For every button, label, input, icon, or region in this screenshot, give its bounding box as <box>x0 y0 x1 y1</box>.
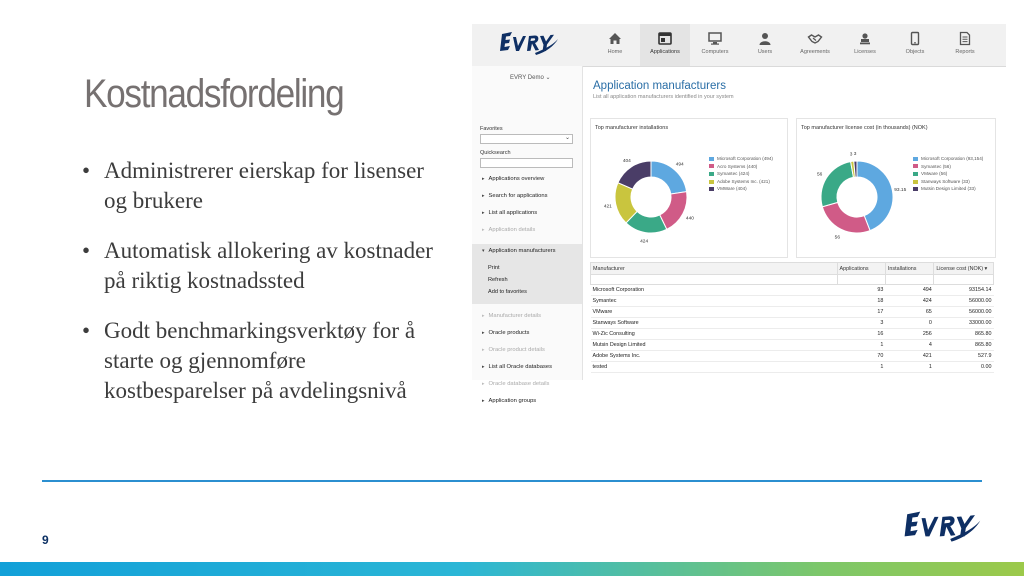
table-cell: Mutsin Design Limited <box>591 340 838 351</box>
table-row[interactable] <box>591 329 994 340</box>
chart-legend <box>913 155 983 193</box>
page-title: Application manufacturers <box>593 80 726 92</box>
table-cell: 93154.14 <box>934 285 994 296</box>
slice-label: 440 <box>685 216 694 222</box>
bullet-list <box>82 156 442 426</box>
sidebar-item-application-details[interactable] <box>482 227 535 233</box>
table-cell: 70 <box>837 351 885 362</box>
legend-item <box>709 170 773 178</box>
table-cell: tested <box>591 362 838 373</box>
slice-label: 494 <box>675 162 684 168</box>
table-cell: 33000.00 <box>934 318 994 329</box>
footer-gradient-band <box>0 562 1024 576</box>
table-cell: 865.80 <box>934 340 994 351</box>
bullet-text: Automatisk allokering av kostnader på riktig kostnadssted <box>104 238 433 293</box>
table-cell: 1 <box>837 362 885 373</box>
caret-right-icon: ▸ <box>482 313 485 319</box>
sidebar-item-label: Application details <box>488 227 536 233</box>
nav-label: Reports <box>955 49 975 55</box>
bullet-text: Godt benchmarkingsverktøy for å starte og gjennomføre kostbesparelser på avdelingsnivå <box>104 318 416 403</box>
caret-right-icon: ▸ <box>482 176 485 182</box>
legend-label: VMware (56) <box>921 171 948 177</box>
nav-licenses[interactable] <box>840 24 890 66</box>
applications-icon <box>658 32 672 45</box>
sidebar-item-label: Oracle product details <box>488 347 545 353</box>
quicksearch-input[interactable] <box>480 158 573 168</box>
report-icon <box>958 32 972 45</box>
sidebar-item-label: Applications overview <box>488 176 545 182</box>
application-screenshot <box>472 24 1006 404</box>
legend-item <box>913 170 983 178</box>
table-filter-row <box>591 275 994 285</box>
table-cell: 17 <box>837 307 885 318</box>
donut-slice <box>618 161 651 189</box>
legend-item <box>709 178 773 186</box>
bullet-item <box>82 156 442 216</box>
quicksearch-label: Quicksearch <box>480 150 511 156</box>
legend-label: Mutsin Design Limited (33) <box>921 186 976 192</box>
nav-agreements[interactable] <box>790 24 840 66</box>
table-cell: VMware <box>591 307 838 318</box>
user-menu[interactable]: EVRY Demo ⌄ <box>510 75 551 81</box>
legend-item <box>709 155 773 163</box>
sidebar-item-oracle-products[interactable] <box>482 330 529 336</box>
slide-title: Kostnadsfordeling <box>84 72 344 116</box>
table-row[interactable] <box>591 340 994 351</box>
caret-down-icon: ▾ <box>482 248 485 254</box>
user-icon <box>758 32 772 45</box>
top-navigation-bar <box>472 24 1006 67</box>
caret-right-icon: ▸ <box>482 330 485 336</box>
slice-label: 56 <box>817 172 823 178</box>
table-cell: 93 <box>837 285 885 296</box>
legend-label: Acro Systems (440) <box>717 163 758 169</box>
chart-title: Top manufacturer installations <box>595 125 669 131</box>
table-cell: 527.9 <box>934 351 994 362</box>
bullet-marker: • <box>82 318 91 343</box>
bullet-item <box>82 236 442 296</box>
table-cell: 0.00 <box>934 362 994 373</box>
table-row[interactable] <box>591 296 994 307</box>
table-cell: Wi-Zic Consulting <box>591 329 838 340</box>
caret-right-icon: ▸ <box>482 347 485 353</box>
bullet-item <box>82 316 442 406</box>
legend-label: Stanways Software (33) <box>921 178 970 184</box>
chevron-down-icon: ⌄ <box>564 135 570 141</box>
evry-app-logo <box>498 26 564 60</box>
legend-label: Adobe Systems Inc. (421) <box>717 178 770 184</box>
nav-label: Objects <box>905 49 925 55</box>
nav-label: Licenses <box>854 49 876 55</box>
nav-home[interactable] <box>590 24 640 66</box>
table-cell: 1 <box>837 340 885 351</box>
sidebar <box>472 66 583 404</box>
home-icon <box>608 32 622 45</box>
sidebar-subitem-add-favorites[interactable]: Add to favorites <box>488 289 527 295</box>
sidebar-item-label: Search for applications <box>488 193 548 199</box>
donut-chart-installations <box>591 133 711 257</box>
table-cell: 65 <box>885 307 933 318</box>
caret-right-icon: ▸ <box>482 227 485 233</box>
sidebar-item-application-groups[interactable] <box>482 398 536 404</box>
column-header-installations[interactable]: Installations <box>885 263 933 275</box>
sidebar-item-label: List all Oracle databases <box>488 364 552 370</box>
manufacturers-table <box>590 262 994 373</box>
nav-objects[interactable] <box>890 24 940 66</box>
sidebar-item-label: List all applications <box>488 210 538 216</box>
slice-label: 93.15 <box>894 187 907 193</box>
caret-right-icon: ▸ <box>482 364 485 370</box>
table-row[interactable] <box>591 351 994 362</box>
legend-item <box>913 155 983 163</box>
slice-label: 3 <box>849 152 853 158</box>
caret-right-icon: ▸ <box>482 193 485 199</box>
nav-label: Users <box>757 49 773 55</box>
sidebar-item-label: Oracle products <box>488 330 530 336</box>
bullet-text: Administrerer eierskap for lisenser og brukere <box>104 158 424 213</box>
legend-label: Microsoft Corporation (93,154) <box>921 156 984 161</box>
legend-item <box>913 163 983 171</box>
slice-label: 404 <box>622 159 631 165</box>
sidebar-item-oracle-product-details[interactable] <box>482 347 545 353</box>
slide-divider <box>42 480 982 482</box>
table-cell: 16 <box>837 329 885 340</box>
table-row[interactable] <box>591 318 994 329</box>
table-cell: 56000.00 <box>934 296 994 307</box>
table-cell: 424 <box>885 296 933 307</box>
caret-right-icon: ▸ <box>482 398 485 404</box>
chart-panel-license-cost <box>796 118 996 258</box>
sidebar-item-manufacturer-details[interactable] <box>482 313 541 319</box>
donut-chart-license-cost <box>797 133 917 257</box>
nav-computers[interactable] <box>690 24 740 66</box>
table-row[interactable] <box>591 362 994 373</box>
nav-users[interactable] <box>740 24 790 66</box>
legend-item <box>709 185 773 193</box>
sidebar-item-oracle-database-details[interactable] <box>482 381 549 387</box>
caret-right-icon: ▸ <box>482 210 485 216</box>
legend-label: Symantec (56) <box>921 163 951 169</box>
table-row[interactable] <box>591 285 994 296</box>
table-cell: Stanways Software <box>591 318 838 329</box>
legend-label: Symantec (424) <box>717 171 750 177</box>
favorites-select[interactable] <box>480 134 573 144</box>
sidebar-item-label: Oracle database details <box>488 381 550 387</box>
computer-icon <box>708 32 722 45</box>
evry-brand-logo <box>902 502 988 550</box>
table-cell: 421 <box>885 351 933 362</box>
legend-item <box>913 178 983 186</box>
table-row[interactable] <box>591 307 994 318</box>
nav-label: Agreements <box>800 49 830 55</box>
sidebar-item-oracle-databases[interactable] <box>482 364 552 370</box>
sidebar-subitem-refresh[interactable]: Refresh <box>488 277 508 283</box>
bullet-marker: • <box>82 158 91 183</box>
license-icon <box>858 32 872 45</box>
nav-label: Computers <box>701 49 729 55</box>
filter-input[interactable] <box>591 275 838 285</box>
caret-right-icon: ▸ <box>482 381 485 387</box>
slice-label: 56 <box>834 235 841 241</box>
handshake-icon <box>808 32 822 45</box>
nav-reports[interactable] <box>940 24 990 66</box>
table-cell: 4 <box>885 340 933 351</box>
chart-legend <box>709 155 773 193</box>
legend-item <box>709 163 773 171</box>
slice-label: 3 <box>853 152 857 158</box>
nav-label: Applications <box>650 49 680 55</box>
column-header-license-cost[interactable]: License cost (NOK) ▾ <box>934 263 994 275</box>
filter-input[interactable] <box>837 275 885 285</box>
sidebar-item-application-manufacturers[interactable] <box>482 248 556 254</box>
table-cell: 18 <box>837 296 885 307</box>
table-cell: 3 <box>837 318 885 329</box>
column-header-manufacturer[interactable]: Manufacturer <box>591 263 838 275</box>
sidebar-subitem-print[interactable]: Print <box>488 265 500 271</box>
table-cell: Adobe Systems Inc. <box>591 351 838 362</box>
chart-panel-installations <box>590 118 788 258</box>
sidebar-item-applications-overview[interactable] <box>482 176 544 182</box>
legend-item <box>913 185 983 193</box>
bullet-marker: • <box>82 238 91 263</box>
mobile-icon <box>908 32 922 45</box>
legend-label: Microsoft Corporation (494) <box>717 156 773 161</box>
sidebar-item-search-applications[interactable] <box>482 193 547 199</box>
column-header-applications[interactable]: Applications <box>837 263 885 275</box>
table-header-row <box>591 263 994 275</box>
donut-slice <box>822 202 870 233</box>
page-number: 9 <box>42 533 49 547</box>
favorites-label: Favorites <box>480 126 503 132</box>
filter-input[interactable] <box>885 275 933 285</box>
table-cell: 494 <box>885 285 933 296</box>
table-cell: 1 <box>885 362 933 373</box>
sidebar-item-label: Manufacturer details <box>488 313 542 319</box>
table-cell: 256 <box>885 329 933 340</box>
page-subtitle: List all application manufacturers identified in your system <box>593 94 734 100</box>
main-content <box>590 66 1006 380</box>
sidebar-item-list-applications[interactable] <box>482 210 537 216</box>
sidebar-item-label: Application manufacturers <box>488 248 556 254</box>
table-cell: 0 <box>885 318 933 329</box>
sidebar-item-label: Application groups <box>488 398 537 404</box>
filter-input[interactable] <box>934 275 994 285</box>
slice-label: 421 <box>603 204 612 210</box>
slice-label: 424 <box>640 239 649 245</box>
table-cell: 865.80 <box>934 329 994 340</box>
chart-title: Top manufacturer license cost (in thousands) (NOK) <box>801 125 928 131</box>
table-cell: Symantec <box>591 296 838 307</box>
table-cell: 56000.00 <box>934 307 994 318</box>
legend-label: VMWare (404) <box>717 186 747 192</box>
donut-slice <box>821 162 853 207</box>
nav-label: Home <box>607 49 623 55</box>
nav-applications[interactable] <box>640 24 690 66</box>
table-cell: Microsoft Corporation <box>591 285 838 296</box>
